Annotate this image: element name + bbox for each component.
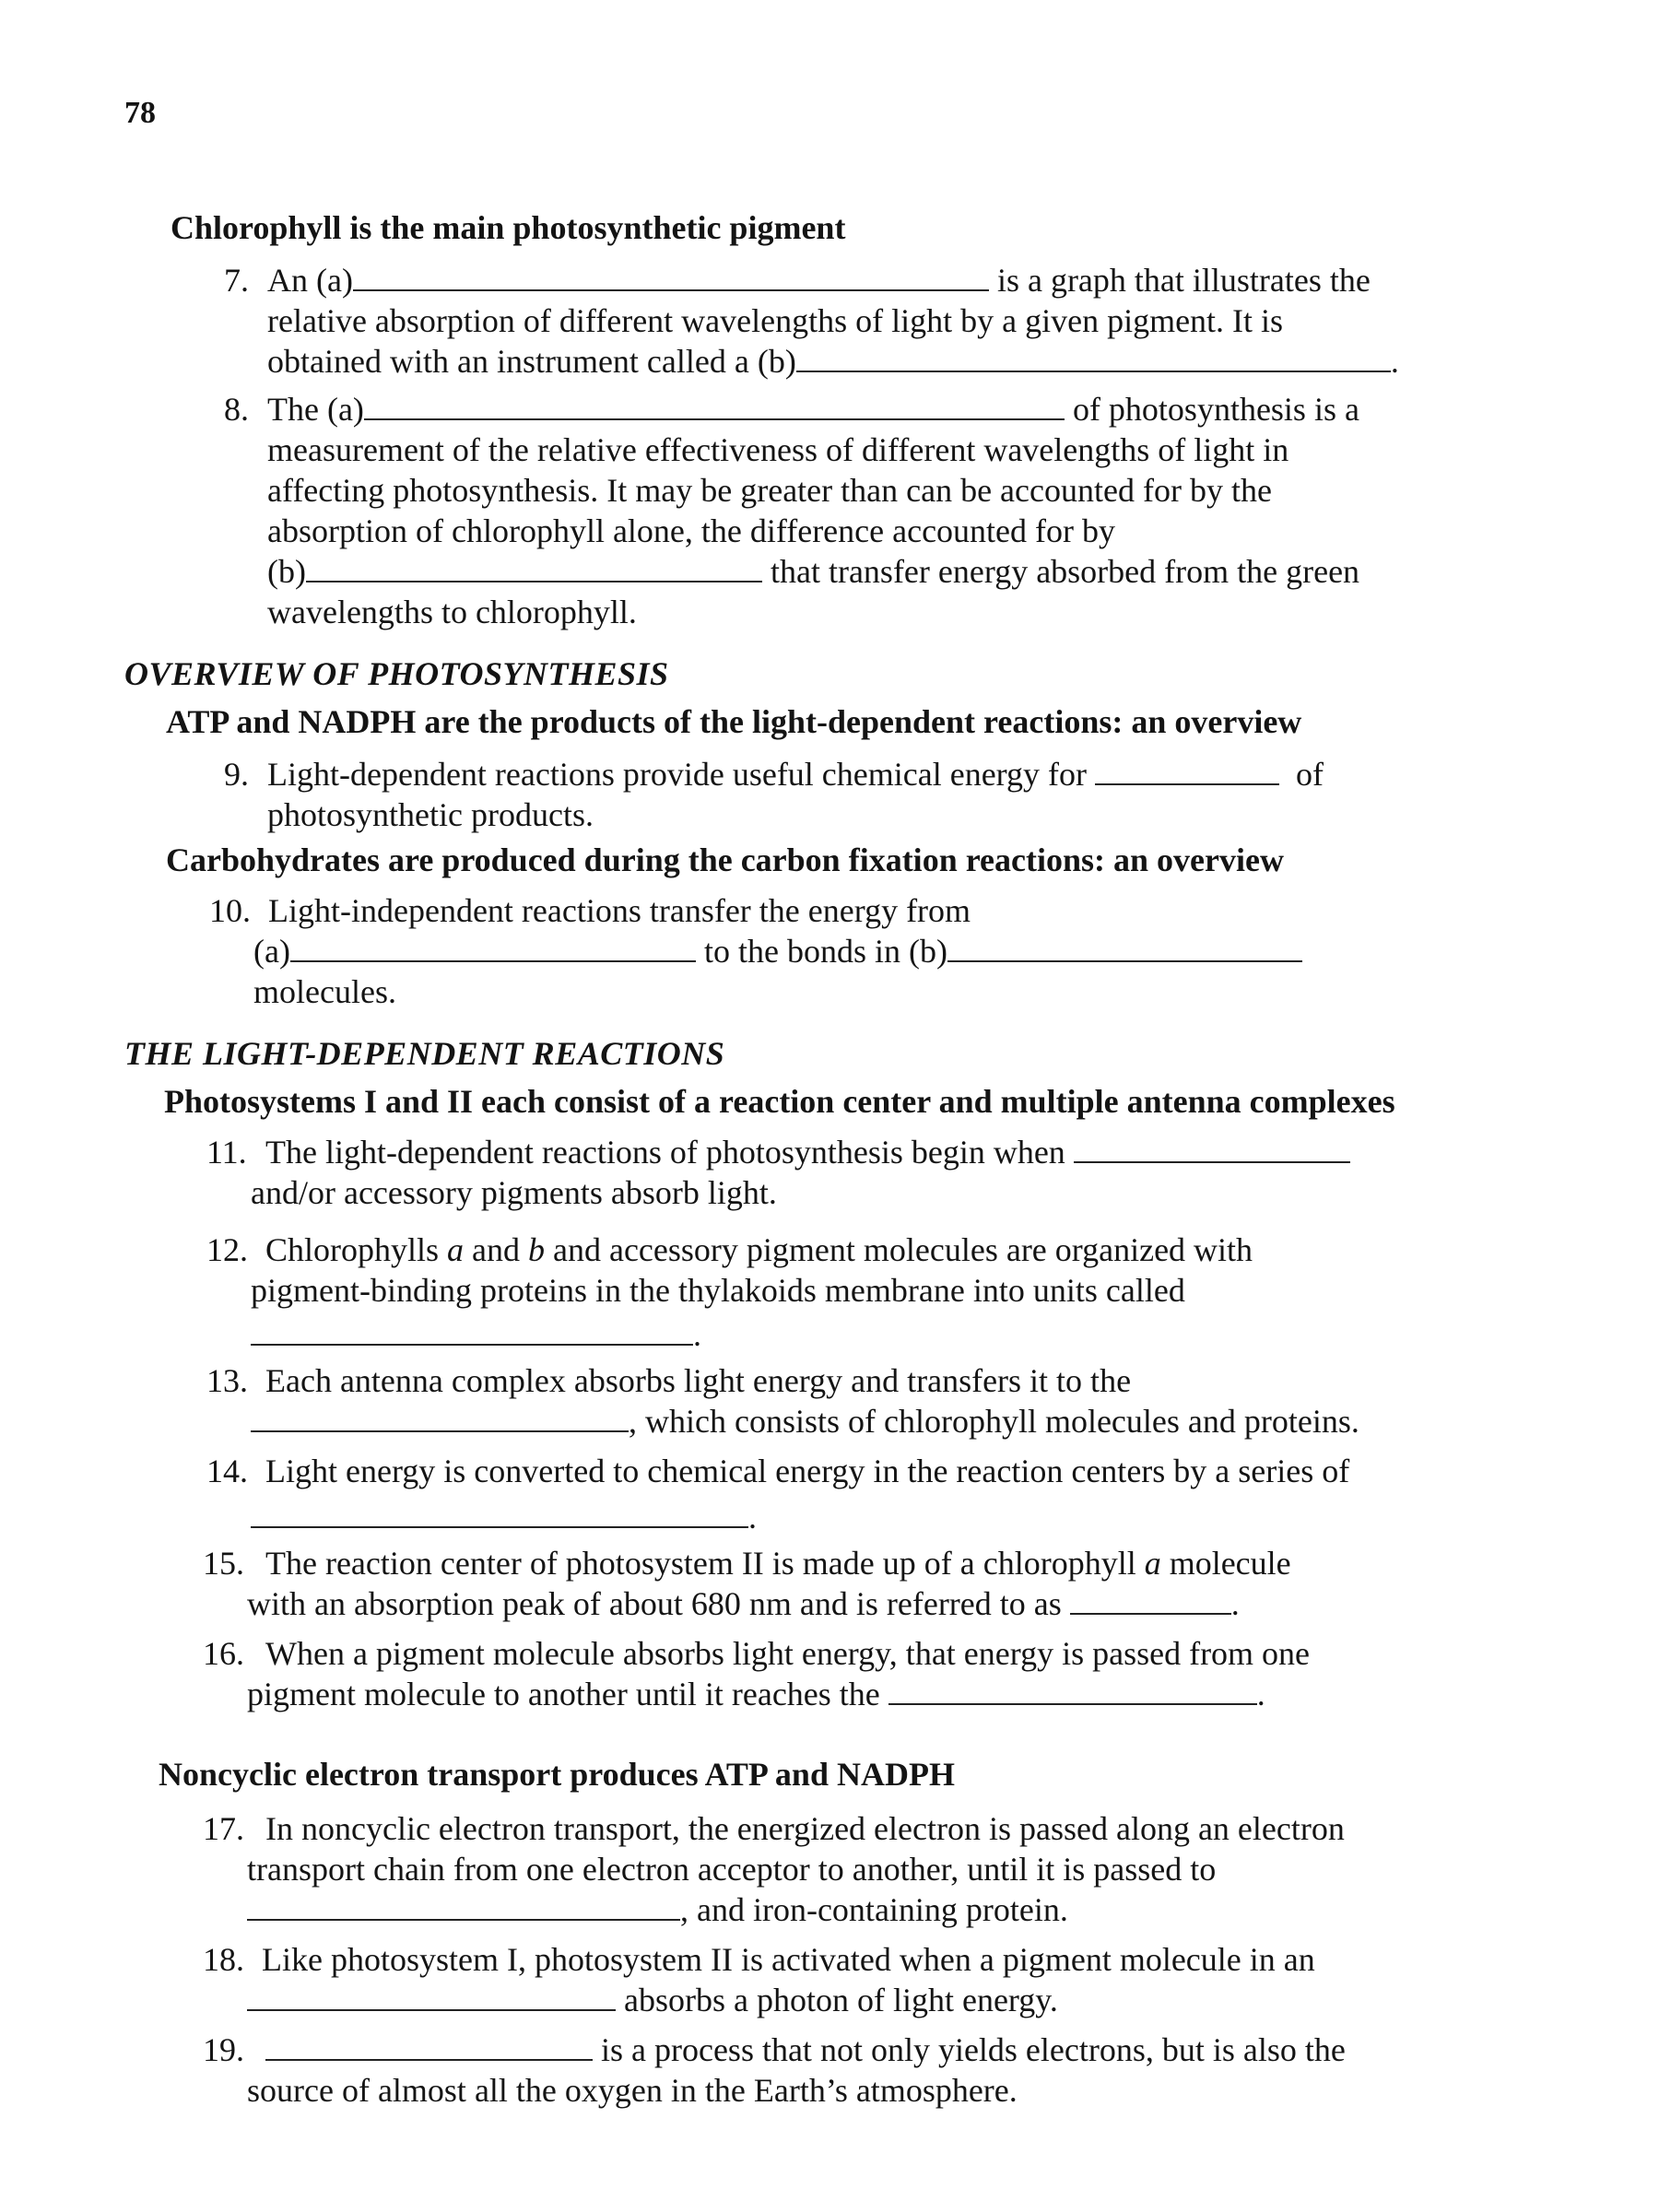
question-9: 9. Light-dependent reactions provide useful chemical energy for of photosynthetic products. (224, 756, 1324, 833)
question-11: 11. The light-dependent reactions of photosynthesis begin when and/or accessory pigments absorb light. (251, 1132, 1350, 1213)
question-14: 14. Light energy is converted to chemical energy in the reaction centers by a series of . (206, 1453, 1350, 1535)
subheading-atp-nadph: ATP and NADPH are the products of the light-dependent reactions: an overview (166, 703, 1302, 740)
answer-blank-17[interactable] (247, 1891, 680, 1921)
subheading-carbohydrates: Carbohydrates are produced during the carbon fixation reactions: an overview (166, 841, 1284, 878)
question-12: 12. Chlorophylls a and b and accessory pigment molecules are organized with pigment-binding proteins in the thylakoids membrane into units called . (206, 1231, 1253, 1353)
answer-blank-15[interactable] (1070, 1585, 1231, 1615)
question-15: 15. The reaction center of photosystem II is made up of a chlorophyll a molecule with an absorption peak of about 680 nm and is referred to as . (203, 1545, 1291, 1622)
question-number: 19. (203, 2031, 244, 2068)
question-number: 13. (206, 1362, 248, 1399)
question-number: 9. (224, 756, 249, 793)
question-18: 18. Like photosystem I, photosystem II is activated when a pigment molecule in an absorbs a photon of light energy. (203, 1941, 1315, 2018)
question-number: 12. (206, 1231, 248, 1268)
question-number: 16. (203, 1635, 244, 1672)
answer-blank-10a[interactable] (290, 933, 696, 962)
answer-blank-10b[interactable] (947, 933, 1302, 962)
question-8: 8. The (a) of photosynthesis is a measurement of the relative effectiveness of different wavelengths of light in affecting photosynthesis. It may be greater than can be accounted for by the absorption of chlorophyll alone, the difference accounted for by (b) that transfer energy absorbed from the green wavelengths to chlorophyll. (224, 391, 1360, 630)
subheading-chlorophyll: Chlorophyll is the main photosynthetic pigment (171, 209, 846, 246)
question-number: 18. (203, 1941, 244, 1978)
question-number: 11. (206, 1134, 247, 1171)
answer-blank-8b[interactable] (306, 553, 762, 582)
answer-blank-7a[interactable] (353, 262, 989, 291)
answer-blank-13[interactable] (251, 1403, 629, 1432)
page-number: 78 (124, 96, 156, 130)
question-7: 7. An (a) is a graph that illustrates the relative absorption of different wavelengths of light by a given pigment. It is obtained with an instrument called a (b) . (224, 262, 1399, 380)
answer-blank-19[interactable] (265, 2031, 593, 2061)
question-number: 7. (224, 262, 249, 299)
question-19: 19. is a process that not only yields electrons, but is also the source of almost all the oxygen in the Earth’s atmosphere. (203, 2031, 1346, 2109)
subheading-photosystems: Photosystems I and II each consist of a reaction center and multiple antenna complexes (164, 1083, 1395, 1120)
answer-blank-18[interactable] (247, 1982, 616, 2011)
question-number: 10. (209, 892, 251, 929)
question-number: 14. (206, 1453, 248, 1489)
answer-blank-16[interactable] (888, 1676, 1257, 1705)
answer-blank-12[interactable] (251, 1316, 693, 1346)
section-title-light-dependent: THE LIGHT-DEPENDENT REACTIONS (124, 1035, 725, 1072)
question-number: 15. (203, 1545, 244, 1582)
question-17: 17. In noncyclic electron transport, the energized electron is passed along an electron transport chain from one electron acceptor to another, until it is passed to , and iron-containing protein. (203, 1810, 1345, 1928)
answer-blank-14[interactable] (251, 1499, 748, 1528)
question-16: 16. When a pigment molecule absorbs light energy, that energy is passed from one pigment molecule to another until it reaches the . (203, 1635, 1311, 1712)
answer-blank-9[interactable] (1095, 756, 1279, 785)
answer-blank-7b[interactable] (796, 343, 1391, 372)
question-number: 17. (203, 1810, 244, 1847)
subheading-noncyclic: Noncyclic electron transport produces ATP and NADPH (159, 1756, 955, 1793)
answer-blank-8a[interactable] (364, 391, 1065, 420)
answer-blank-11[interactable] (1074, 1134, 1350, 1163)
section-title-overview: OVERVIEW OF PHOTOSYNTHESIS (124, 655, 669, 692)
question-number: 8. (224, 391, 249, 428)
question-10: 10. Light-independent reactions transfer the energy from (a) to the bonds in (b) molecules. (253, 890, 1302, 1012)
question-13: 13. Each antenna complex absorbs light energy and transfers it to the , which consists of chlorophyll molecules and proteins. (206, 1362, 1359, 1440)
